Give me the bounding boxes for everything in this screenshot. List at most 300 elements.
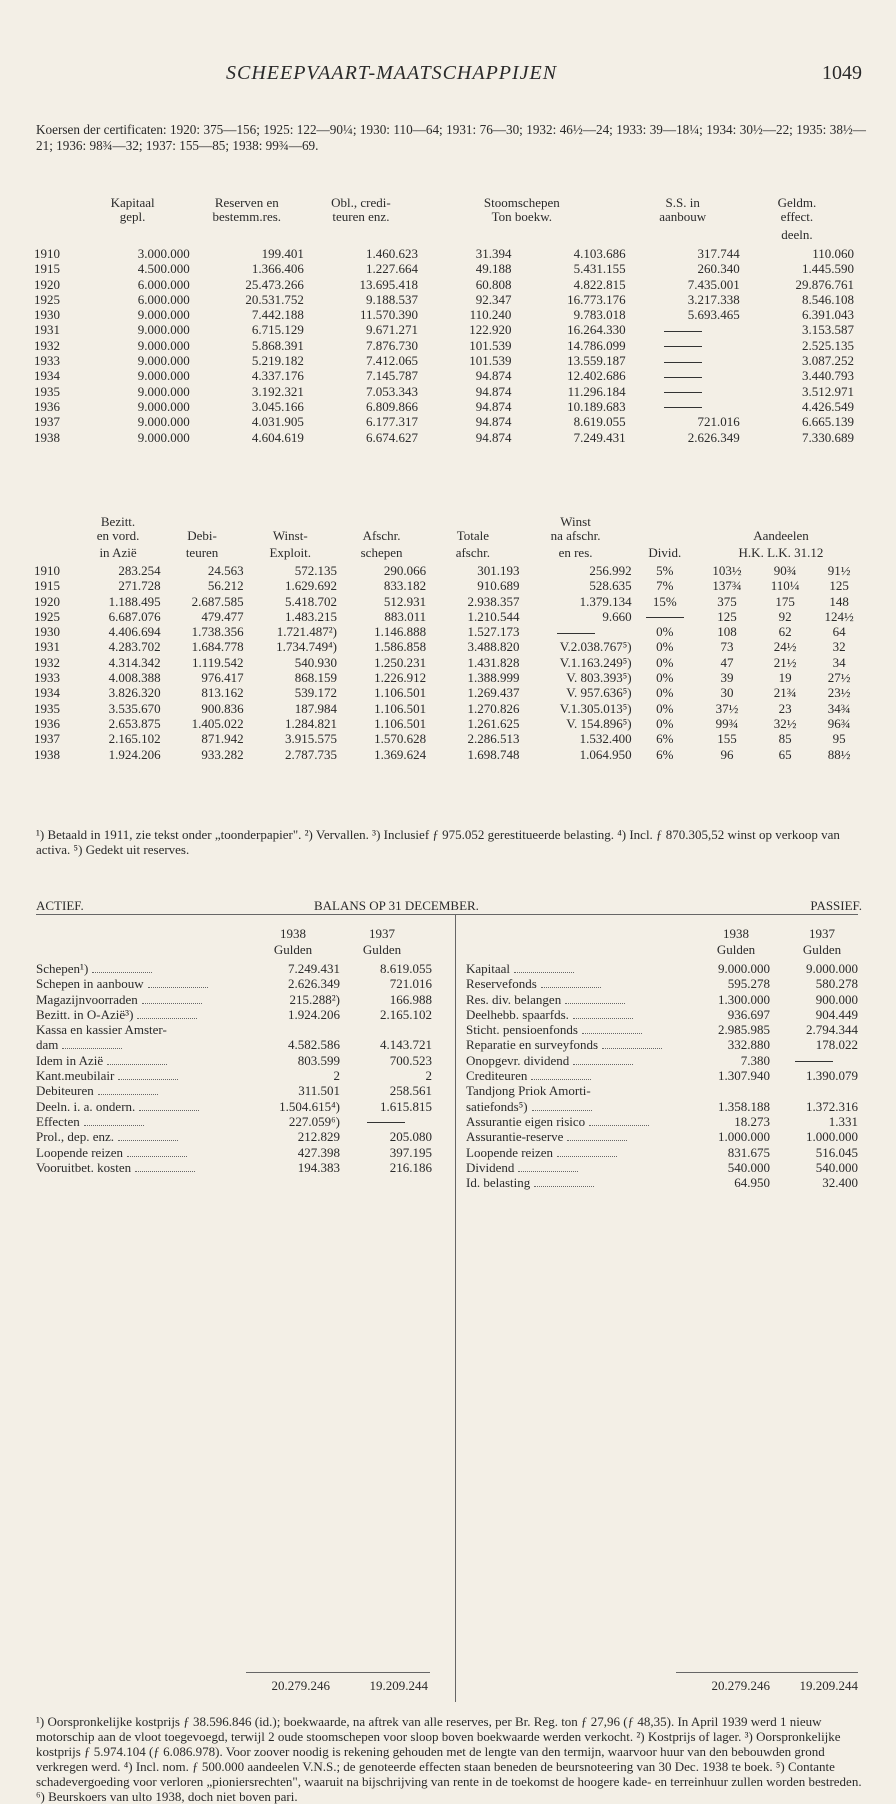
actief-item-label [36,1068,236,1083]
actief-row [36,1083,432,1098]
value-cell: 31.394 [475,246,512,261]
value-cell: 290.066 [383,563,427,578]
table-footnotes: ¹) Betaald in 1911, zie tekst onder „toonderpapier". ²) Vervallen. ³) Inclusief ƒ 975.052 gerestitueerde belasting. ⁴) Incl. ƒ 870.305,52 winst op verkoop van activa. ⁵) Gedekt uit reserves. [36,827,840,857]
page-number: 1049 [822,62,862,84]
actief-value-1938: 803.599 [297,1052,340,1068]
actief-value-1938: 2 [333,1068,340,1084]
value-cell: 1.721.487²) [276,624,337,640]
value-cell: 7.249.431 [573,429,626,445]
value-cell: 976.417 [201,670,244,686]
year-cell: 1933 [34,353,60,369]
value-cell: 3.826.320 [108,685,161,701]
actief-value-1937: 205.080 [389,1129,432,1145]
value-cell: 2.286.513 [467,731,520,747]
leader-dots [139,1110,199,1111]
actief-item-label [36,1099,236,1114]
leader-dots [518,1171,578,1172]
value-cell: 65 [778,746,792,762]
table1-header-cell: gepl. [119,209,146,224]
passief-value-1938: 7.380 [740,1052,770,1068]
table1-row [34,353,854,368]
value-cell: 29.876.761 [795,276,854,292]
value-cell [626,384,740,399]
actief-value-1938: 215.288²) [289,991,340,1007]
table1-row [34,430,854,445]
value-cell: 5.418.702 [284,593,337,609]
value-cell: 110¼ [770,578,800,594]
table1-header-cell [304,224,418,246]
actief-item-text: Deeln. i. a. ondern. [36,1098,136,1114]
table1-header-cell [418,224,626,246]
actief-item-label [36,976,236,991]
passief-item-label [466,1068,676,1083]
dash-mark [664,407,702,408]
passief-total-rule [676,1672,858,1673]
value-cell: 148 [829,593,849,609]
value-cell: V. 803.393⁵) [566,670,632,686]
table1-header-cell: Obl., credi- [331,195,391,210]
actief-item-label [36,1022,236,1037]
actief-value-1937: 258.561 [389,1083,432,1099]
value-cell: 187.984 [294,700,337,716]
year-cell: 1938 [34,746,60,762]
value-cell: 0% [656,639,674,655]
table2-row [34,701,864,716]
table1-header-cell: deeln. [781,227,813,242]
leader-dots [602,1048,662,1049]
value-cell: 9.000.000 [137,307,190,323]
value-cell: 8.546.108 [802,291,854,307]
value-cell [626,322,740,337]
actief-item-label [36,1129,236,1144]
actief-row [36,1129,432,1144]
actief-item-label [36,1114,236,1129]
table2-header-cell: schepen [360,545,403,560]
value-cell: 1.586.858 [374,639,427,655]
value-cell: 7% [656,578,674,594]
table2-row [34,578,864,593]
value-cell: 1.684.778 [191,639,244,655]
value-cell [520,624,632,639]
balance-title: BALANS OP 31 DECEMBER. [314,898,479,913]
value-cell: 1.527.173 [467,624,520,640]
table2-row [34,685,864,700]
table2-row [34,655,864,670]
value-cell: 155 [717,731,737,747]
value-cell: 260.340 [697,261,740,277]
value-cell: 2.787.735 [284,746,337,762]
passief-row [466,1175,858,1190]
year-cell: 1930 [34,624,60,640]
actief-row [36,1007,432,1022]
value-cell: 94.874 [475,414,512,430]
table2-header-cell [244,515,337,529]
value-cell: 8.619.055 [573,414,626,430]
value-cell: 122.920 [469,322,512,338]
passief-item-text: Crediteuren [466,1068,528,1084]
value-cell: 37½ [715,700,739,716]
year-cell: 1915 [34,578,60,594]
actief-item-text: Loopende reizen [36,1144,123,1160]
dash-mark [664,362,702,363]
value-cell: 0% [656,685,674,701]
passief-item-label [466,1114,676,1129]
actief-item-label [36,1160,236,1175]
leader-dots [532,1110,592,1111]
leader-dots [514,972,574,973]
passief-value-1938: 332.880 [727,1037,770,1053]
value-cell: 92.347 [475,291,512,307]
actief-table [36,961,432,1175]
value-cell: 1.064.950 [579,746,632,762]
year-cell: 1938 [34,429,60,445]
actief-value-1937: 166.988 [389,991,432,1007]
value-cell: 3.192.321 [251,383,304,399]
value-cell: 6.687.076 [108,608,161,624]
value-cell: 4.103.686 [573,246,626,261]
value-cell: 9.188.537 [366,291,419,307]
value-cell: 6.177.317 [366,414,419,430]
value-cell: 6.809.866 [366,398,419,414]
value-cell: 271.728 [118,578,161,594]
actief-item-text: Bezitt. in O-Azië³) [36,1006,134,1022]
passief-value-1937: 1.372.316 [806,1098,858,1114]
table2-header-row [34,543,864,563]
year-cell: 1936 [34,715,60,731]
actief-value-1938: 311.501 [298,1083,340,1099]
value-cell: 910.689 [477,578,520,594]
value-cell: 96¾ [827,715,851,731]
value-cell: 3.512.971 [802,383,854,399]
actief-row [36,1160,432,1175]
passief-row [466,1145,858,1160]
passief-value-1937 [770,1053,858,1068]
actief-value-1938: 7.249.431 [288,961,340,976]
passief-item-text: Kapitaal [466,961,511,976]
actief-total-1937: 19.209.244 [369,1678,428,1693]
value-cell: 9.000.000 [137,429,190,445]
year-cell: 1932 [34,654,60,670]
actief-row [36,1053,432,1068]
table2-header-cell: Aandeelen [753,528,809,543]
passief-unit-1937: Gulden [802,942,842,957]
value-cell: 1.227.664 [366,261,419,277]
table1-header-cell: aanbouw [659,209,707,224]
table2-header-cell [698,515,864,529]
passief-item-text: Onopgevr. dividend [466,1052,570,1068]
table2-header-cell: Exploit. [269,545,312,560]
value-cell: 1.261.625 [467,715,520,731]
passief-item-label [466,992,676,1007]
passief-item-label [466,1083,676,1098]
value-cell: 512.931 [383,593,427,609]
value-cell: 4.604.619 [251,429,304,445]
leader-dots [567,1140,627,1141]
actief-value-1938: 212.829 [297,1129,340,1145]
actief-item-text: dam [36,1037,59,1053]
actief-value-1937: 721.016 [389,976,432,992]
value-cell: V.1.163.249⁵) [559,654,632,670]
value-cell: 25.473.266 [245,276,304,292]
actief-total-1938: 20.279.246 [271,1678,330,1693]
passief-row [466,1114,858,1129]
value-cell: 1.405.022 [191,715,244,731]
leader-dots [107,1064,167,1065]
year-cell: 1935 [34,700,60,716]
actief-row [36,1022,432,1037]
value-cell: 3.915.575 [284,731,337,747]
year-cell: 1910 [34,563,60,578]
table2-header-cell: en res. [558,545,593,560]
value-cell: 101.539 [469,353,512,369]
value-cell: 6.674.627 [366,429,419,445]
passief-year-1938: 1938 [723,926,749,941]
passief-item-label [466,1145,676,1160]
value-cell: 94.874 [475,398,512,414]
value-cell: 833.182 [383,578,427,594]
page-header-title: SCHEEPVAART-MAATSCHAPPIJEN [226,62,558,84]
value-cell: 3.045.166 [251,398,304,414]
value-cell: 110.060 [812,246,854,261]
table2-header-row [34,515,864,529]
passief-item-text: Res. div. belangen [466,991,562,1007]
passief-item-text: Loopende reizen [466,1144,553,1160]
passief-item-label [466,961,676,976]
passief-row [466,1053,858,1068]
value-cell: 23½ [827,685,851,701]
table1-header-cell [76,224,190,246]
actief-row [36,1114,432,1129]
value-cell: 7.435.001 [687,276,740,292]
passief-row [466,1037,858,1052]
table1-header-cell: Ton boekw. [491,209,552,224]
passief-value-1937: 2.794.344 [806,1022,858,1038]
value-cell: 4.314.342 [108,654,161,670]
leader-dots [573,1018,633,1019]
value-cell: 9.783.018 [573,307,626,323]
value-cell: 56.212 [207,578,244,594]
leader-dots [557,1156,617,1157]
value-cell: 24.563 [207,563,244,578]
passief-value-1937: 1.000.000 [806,1129,858,1145]
value-cell: 6.715.129 [251,322,304,338]
value-cell: V. 154.896⁵) [566,715,632,731]
value-cell: 1.119.542 [192,654,244,670]
value-cell [626,338,740,353]
value-cell: 9.000.000 [137,414,190,430]
table2-row [34,624,864,639]
leader-dots [118,1079,178,1080]
value-cell: 0% [656,715,674,731]
value-cell: 375 [717,593,737,609]
value-cell: 1.369.624 [374,746,427,762]
actief-item-text: Vooruitbet. kosten [36,1159,132,1175]
value-cell: 1.445.590 [802,261,854,277]
leader-dots [98,1094,158,1095]
value-cell: 1.146.888 [374,624,427,640]
table2-row [34,670,864,685]
actief-value-1937: 397.195 [389,1144,432,1160]
actief-value-1938: 227.059⁶) [288,1113,340,1129]
year-cell: 1933 [34,670,60,686]
leader-dots [137,1018,197,1019]
value-cell: 3.488.820 [467,639,520,655]
passief-item-text: Id. belasting [466,1175,531,1191]
table1-row [34,292,854,307]
table1-row [34,277,854,292]
value-cell: 6% [656,731,674,747]
table2-header-cell: H.K. L.K. 31.12 [738,545,824,560]
value-cell: 7.412.065 [366,353,419,369]
table1-header-cell: effect. [780,209,814,224]
value-cell: 10.189.683 [567,398,626,414]
actief-item-label [36,1083,236,1098]
year-cell: 1934 [34,685,60,701]
value-cell: 7.145.787 [366,368,419,384]
passief-row [466,1083,858,1098]
table1-row [34,246,854,261]
passief-row [466,1068,858,1083]
value-cell: 0% [656,624,674,640]
year-cell: 1934 [34,368,60,384]
actief-row [36,1068,432,1083]
table1-row [34,384,854,399]
actief-value-1937: 8.619.055 [380,961,432,976]
value-cell: 4.822.815 [573,276,626,292]
value-cell: 32 [832,639,846,655]
value-cell: 1.629.692 [284,578,337,594]
value-cell [632,609,698,624]
value-cell: V. 957.636⁵) [566,685,632,701]
value-cell: 7.876.730 [366,337,419,353]
value-cell: 1.366.406 [251,261,304,277]
passief-item-text: Assurantie-reserve [466,1129,564,1145]
value-cell: 0% [656,700,674,716]
passief-total-1937: 19.209.244 [799,1678,858,1693]
dash-mark [664,377,702,378]
year-cell: 1932 [34,337,60,353]
table2-header-cell [161,515,244,529]
leader-dots [127,1156,187,1157]
value-cell: 23 [778,700,792,716]
actief-item-text: Magazijnvoorraden [36,991,138,1007]
table2-header-cell: en vord. [96,528,140,543]
year-cell: 1915 [34,261,60,277]
value-cell: 1.924.206 [108,746,161,762]
table1-header-row [34,196,854,210]
passief-label: PASSIEF. [810,898,862,913]
value-cell: 7.442.188 [251,307,304,323]
value-cell: 2.687.585 [191,593,244,609]
passief-item-text: Sticht. pensioenfonds [466,1022,578,1038]
dash-mark [664,331,702,332]
value-cell: 2.938.357 [467,593,520,609]
value-cell: 2.626.349 [687,429,740,445]
value-cell: 103½ [712,563,742,578]
value-cell: 16.264.330 [567,322,626,338]
value-cell: V.2.038.767⁵) [559,639,632,655]
value-cell: 572.135 [294,563,337,578]
value-cell: 5.693.465 [687,307,740,323]
value-cell: 1.250.231 [374,654,427,670]
passief-value-1938: 1.307.940 [718,1068,770,1084]
passief-item-text: Assurantie eigen risico [466,1113,586,1129]
value-cell: 110.240 [469,307,512,323]
value-cell: 34¾ [827,700,851,716]
table2-row [34,594,864,609]
value-cell: 21½ [773,654,797,670]
actief-item-label [36,1007,236,1022]
passief-value-1937: 9.000.000 [806,961,858,976]
value-cell: 137¾ [712,578,742,594]
table2-header-cell: Totale [456,528,489,543]
passief-value-1937: 32.400 [822,1175,858,1191]
table1-header-cell [34,210,76,224]
passief-value-1938: 1.358.188 [718,1098,770,1114]
value-cell: 5.868.391 [251,337,304,353]
table2-header-cell: Divid. [648,545,682,560]
value-cell: 1.210.544 [467,608,520,624]
table2-header-cell: afschr. [455,545,490,560]
passief-value-1938: 1.300.000 [718,991,770,1007]
value-cell: 3.535.670 [108,700,161,716]
passief-value-1938: 936.697 [727,1006,770,1022]
value-cell: 94.874 [475,368,512,384]
dash-mark [795,1061,833,1062]
table2-header-cell: teuren [185,545,219,560]
value-cell: 813.162 [201,685,244,701]
passief-row [466,961,858,976]
actief-value-1937: 4.143.721 [380,1037,432,1053]
year-cell: 1910 [34,246,60,261]
table1-row [34,368,854,383]
value-cell: 1.269.437 [467,685,520,701]
passief-value-1937: 178.022 [815,1037,858,1053]
value-cell: 1.270.826 [467,700,520,716]
table1-row [34,338,854,353]
actief-value-1937 [340,1022,432,1037]
table1-header-cell: Kapitaal [110,195,155,210]
passief-item-label [466,976,676,991]
value-cell: 2.653.875 [108,715,161,731]
actief-row [36,1145,432,1160]
actief-row [36,976,432,991]
financial-table-2 [34,515,864,762]
value-cell: 2.165.102 [108,731,161,747]
year-cell: 1935 [34,383,60,399]
value-cell: 6.000.000 [137,291,190,307]
table1-header-cell [190,224,304,246]
passief-item-text: Reparatie en surveyfonds [466,1037,599,1053]
table1-row [34,307,854,322]
leader-dots [118,1140,178,1141]
dash-mark [557,633,595,634]
leader-dots [573,1064,633,1065]
balance-footnotes: ¹) Oorspronkelijke kostprijs ƒ 38.596.846 (id.); boekwaarde, na aftrek van alle reserves, per Br. Reg. ton ƒ 27,96 (ƒ 48,35). In April 1939 werd 1 nieuw motorschip aan de vloot toegevoegd, terwijl 2 oude stoomschepen voor sloop boven boekwaarde werden verkocht. ²) Kostprijs of lager. ³) Oorspronkelijke kostprijs ƒ 5.974.104 (ƒ 6.086.978). Voor zoover noodig is rekening gehouden met de lengte van den termijn, waarvoor huur van den bebouwden grond verkregen werd. ⁴) Incl. nom. ƒ 500.000 aandeelen V.N.S.; de genoteerde effecten staan beneden de beursnoteering van 30 Dec. 1938 te boek. ⁵) Contante schadevergoeding voor verloren „pioniersrechten", waaruit na bijschrijving van rente in de toekomst de hoogere kade- en terreinhuur zullen worden bestreden. ⁶) Beurskoers van ulto 1938, doch niet boven pari. [36,1714,862,1804]
value-cell: 9.000.000 [137,383,190,399]
actief-row [36,992,432,1007]
table1-row [34,399,854,414]
leader-dots [84,1125,144,1126]
balance-divider [455,914,456,1702]
value-cell: 125 [717,608,737,624]
value-cell: 256.992 [589,563,632,578]
actief-value-1937: 2.165.102 [380,1006,432,1022]
value-cell: 101.539 [469,337,512,353]
table1-header-row [34,210,854,224]
table2-header-cell [632,515,698,529]
value-cell: 1.738.356 [191,624,244,640]
